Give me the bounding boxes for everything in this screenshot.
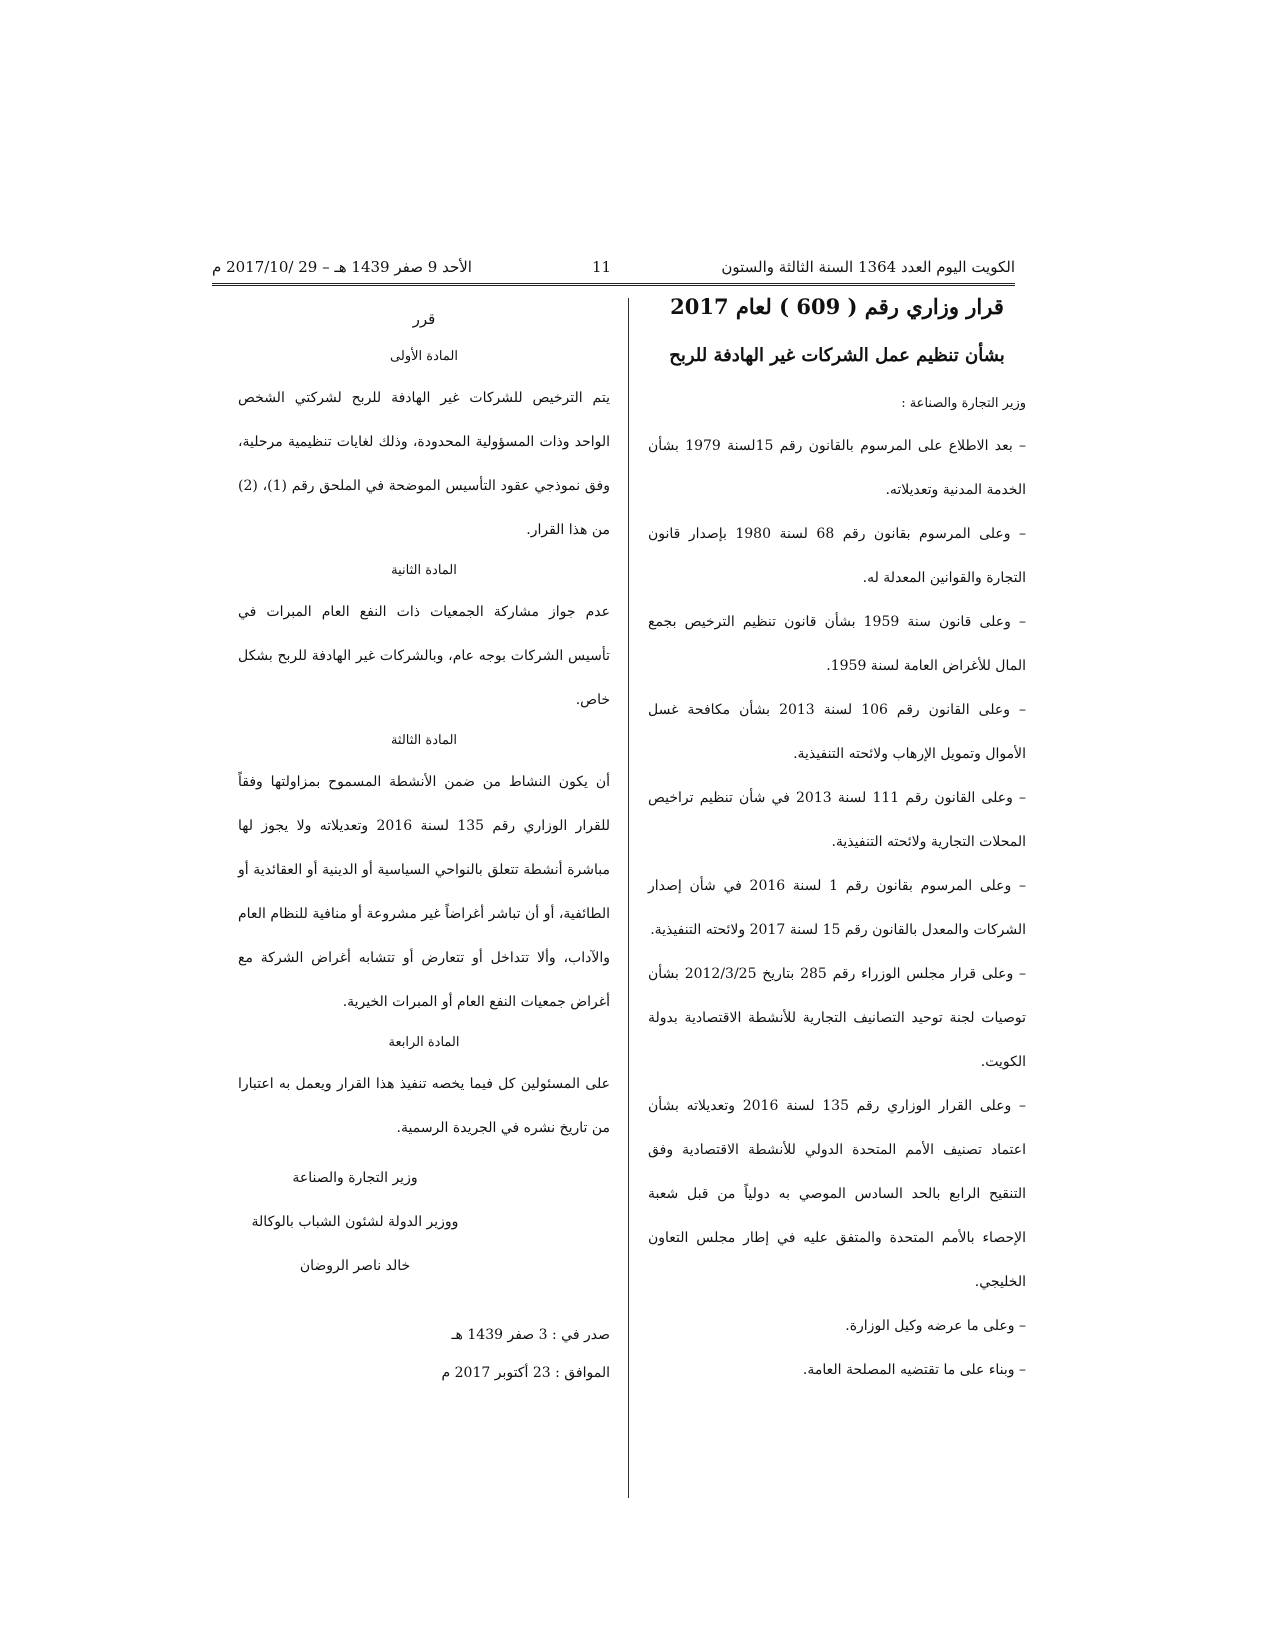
signature-name: خالد ناصر الروضان (299, 1258, 411, 1274)
preamble-item: – وبناء على ما تقتضيه المصلحة العامة. (802, 1362, 1026, 1378)
issue-date-block (238, 1316, 610, 1392)
preamble-item: – وعلى القانون رقم 106 لسنة 2013 بشأن مكافحة غسل الأموال وتمويل الإرهاب ولائحته التنفيذية. (648, 702, 1026, 762)
preamble-item: – وعلى قانون سنة 1959 بشأن قانون تنظيم الترخيص بجمع المال للأغراض العامة لسنة 1959. (648, 614, 1026, 674)
right-column (648, 294, 1026, 1392)
page-header (212, 258, 1015, 282)
article-heading: المادة الأولى (390, 349, 458, 364)
preamble-item: – وعلى ما عرضه وكيل الوزارة. (845, 1318, 1026, 1334)
corresponding-date: الموافق : 23 أكتوبر 2017 م (441, 1365, 610, 1381)
left-column (238, 300, 610, 1392)
minister-line: وزير التجارة والصناعة : (901, 396, 1026, 411)
article-text: على المسئولين كل فيما يخصه تنفيذ هذا القرار ويعمل به اعتبارا من تاريخ نشره في الجريدة الرسمية. (238, 1076, 610, 1136)
preamble-item: – وعلى قرار مجلس الوزراء رقم 285 بتاريخ 2012/3/25 بشأن توصيات لجنة توحيد التصانيف التجارية للأنشطة الاقتصادية بدولة الكويت. (648, 966, 1026, 1070)
column-divider (628, 298, 629, 1498)
preamble-item: – وعلى المرسوم بقانون رقم 68 لسنة 1980 بإصدار قانون التجارة والقوانين المعدلة له. (648, 526, 1026, 586)
signature-line: ووزير الدولة لشئون الشباب بالوكالة (251, 1214, 459, 1230)
preamble-item: – بعد الاطلاع على المرسوم بالقانون رقم 15لسنة 1979 بشأن الخدمة المدنية وتعديلاته. (648, 438, 1027, 498)
header-issue: الكويت اليوم العدد 1364 السنة الثالثة والستون (721, 258, 1015, 276)
signature-block (250, 1156, 460, 1288)
article-text: أن يكون النشاط من ضمن الأنشطة المسموح بمزاولتها وفقاً للقرار الوزاري رقم 135 لسنة 2016 وتعديلاته ولا يجوز لها مباشرة أنشطة تتعلق بالنواحي السياسية أو الدينية أو العقائدية أو الطائفية، أو أن تباشر أغراضاً غير مشروعة أو منافية للنظام العام والآداب، وألا تتداخل أو تتعارض أو تتشابه أغراض الشركة مع أغراض جمعيات النفع العام أو المبرات الخيرية. (238, 774, 611, 1010)
header-date: الأحد 9 صفر 1439 هـ – 29 /2017/10 م (212, 258, 472, 276)
issued-date: صدر في : 3 صفر 1439 هـ (451, 1327, 610, 1343)
article-heading: المادة الثانية (391, 563, 457, 578)
preamble-item: – وعلى القرار الوزاري رقم 135 لسنة 2016 وتعديلاته بشأن اعتماد تصنيف الأمم المتحدة الدولي للأنشطة الاقتصادية وفق التنقيح الرابع بالحد السادس الموصي به دولياً من قبل شعبة الإحصاء بالأمم المتحدة والمتفق عليه في إطار مجلس التعاون الخليجي. (648, 1098, 1026, 1290)
article-heading: المادة الثالثة (390, 733, 458, 748)
article-text: يتم الترخيص للشركات غير الهادفة للربح لشركتي الشخص الواحد وذات المسؤولية المحدودة، وذلك لغايات تنظيمية مرحلية، وفق نموذجي عقود التأسيس الموضحة في الملحق رقم (1)، (2) من هذا القرار. (238, 390, 610, 538)
preamble-item: – وعلى القانون رقم 111 لسنة 2013 في شأن تنظيم تراخيص المحلات التجارية ولائحته التنفيذية. (648, 790, 1026, 850)
decree-subtitle: بشأن تنظيم عمل الشركات غير الهادفة للربح (669, 345, 1005, 366)
decree-title: قرار وزاري رقم ( 609 ) لعام 2017 (670, 294, 1004, 319)
page-number: 11 (592, 258, 612, 276)
article-heading: المادة الرابعة (388, 1035, 460, 1050)
article-text: عدم جواز مشاركة الجمعيات ذات النفع العام المبرات في تأسيس الشركات بوجه عام، وبالشركات غير الهادفة للربح بشكل خاص. (238, 604, 610, 708)
decided-heading: قرر (412, 310, 436, 328)
header-rule (212, 283, 1015, 286)
preamble-item: – وعلى المرسوم بقانون رقم 1 لسنة 2016 في شأن إصدار الشركات والمعدل بالقانون رقم 15 لسنة 2017 ولائحته التنفيذية. (648, 878, 1027, 938)
signature-line: وزير التجارة والصناعة (292, 1170, 418, 1186)
